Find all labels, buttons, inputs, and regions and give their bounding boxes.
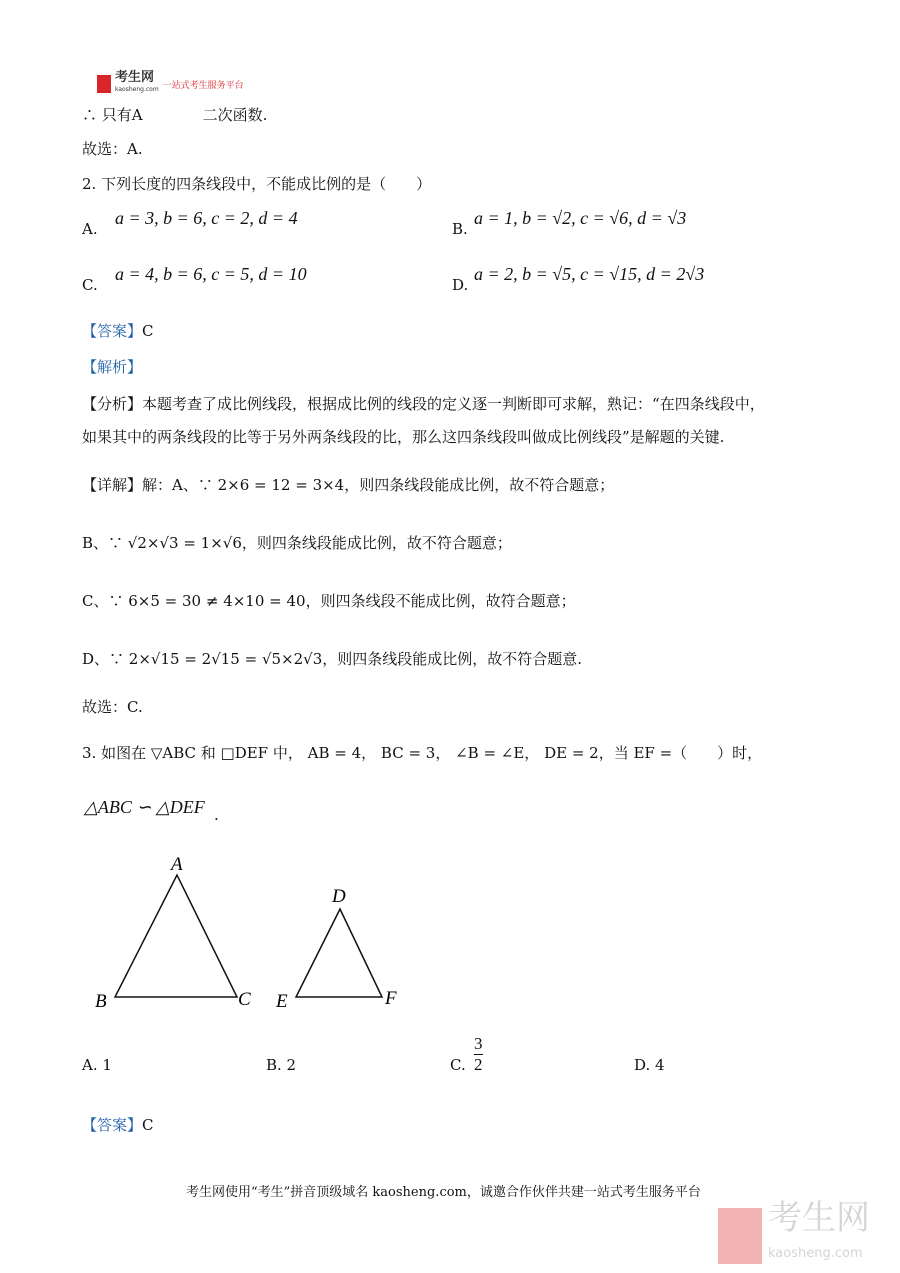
option-label: B. xyxy=(452,220,468,238)
text-line: 故选：C. xyxy=(82,698,143,716)
choice-d: D. 4 xyxy=(634,1056,665,1074)
similar-statement: △ABC ∽ △DEF xyxy=(84,797,205,817)
label-a: A xyxy=(171,854,183,875)
option-c: a = 4, b = 6, c = 5, d = 10 xyxy=(115,264,307,284)
logo-domain: kaosheng.com xyxy=(115,86,159,93)
fenxi-text: 本题考查了成比例线段，根据成比例的线段的定义逐一判断即可求解，熟记：“在四条线段中， xyxy=(142,395,765,413)
watermark-domain: kaosheng.com xyxy=(768,1246,863,1261)
option-label: D. xyxy=(452,276,469,294)
text-line: 故选：A. xyxy=(82,140,143,158)
detail-line xyxy=(82,474,614,495)
answer xyxy=(82,320,154,341)
text-line: ∴ 只有A 二次函数. xyxy=(82,106,268,124)
answer-value: C xyxy=(142,322,154,340)
question-3: 3. 如图在 ▽ABC 和 □DEF 中， AB = 4， BC = 3， ∠B = ∠E， DE = 2，当 EF =（ ）时， xyxy=(82,744,763,762)
detail-a: 解：A、∵ 2×6 = 12 = 3×4，则四条线段能成比例，故不符合题意； xyxy=(142,476,615,494)
denominator: 2 xyxy=(474,1055,483,1074)
logo-slogan: 一站式考生服务平台 xyxy=(162,80,244,91)
choice-b: B. 2 xyxy=(266,1056,297,1074)
text-line: . xyxy=(214,806,219,824)
detail-c: C、∵ 6×5 = 30 ≠ 4×10 = 40，则四条线段不能成比例，故符合题意； xyxy=(82,592,576,610)
triangle-def xyxy=(296,909,382,997)
detail-tag: 【详解】 xyxy=(82,476,143,494)
analysis-tag: 【解析】 xyxy=(82,358,143,376)
answer xyxy=(82,1114,154,1135)
label-e: E xyxy=(276,991,288,1012)
watermark xyxy=(718,1200,870,1272)
footer-text: 考生网使用“考生”拼音顶级域名 kaosheng.com，诚邀合作伙伴共建一站式考生服务平台 xyxy=(186,1185,701,1200)
choice-c-label: C. xyxy=(450,1056,466,1074)
answer-value: C xyxy=(142,1116,154,1134)
option-a: a = 3, b = 6, c = 2, d = 4 xyxy=(115,208,298,228)
question-2: 2. 下列长度的四条线段中，不能成比例的是（ ） xyxy=(82,175,432,193)
choice-c-fraction xyxy=(474,1034,483,1075)
detail-b: B、∵ √2×√3 = 1×√6，则四条线段能成比例，故不符合题意； xyxy=(82,534,512,552)
triangle-figure xyxy=(80,845,420,1015)
choice-a: A. 1 xyxy=(82,1056,112,1074)
option-label: C. xyxy=(82,276,98,294)
analysis-line: 如果其中的两条线段的比等于另外两条线段的比，那么这四条线段叫做成比例线段”是解题的关键. xyxy=(82,428,725,446)
label-c: C xyxy=(238,989,251,1010)
answer-tag: 【答案】 xyxy=(82,322,143,340)
site-logo xyxy=(97,72,244,96)
logo-name: 考生网 xyxy=(115,70,155,85)
option-b: a = 1, b = √2, c = √6, d = √3 xyxy=(474,208,687,228)
numerator: 3 xyxy=(474,1034,483,1053)
option-d: a = 2, b = √5, c = √15, d = 2√3 xyxy=(474,264,705,284)
label-f: F xyxy=(385,988,397,1009)
fenxi-tag: 【分析】 xyxy=(82,395,143,413)
answer-tag: 【答案】 xyxy=(82,1116,143,1134)
watermark-logo-icon xyxy=(718,1208,762,1264)
detail-d: D、∵ 2×√15 = 2√15 = √5×2√3，则四条线段能成比例，故不符合题意. xyxy=(82,650,583,668)
analysis-line xyxy=(82,393,765,414)
label-d: D xyxy=(332,886,346,907)
option-label: A. xyxy=(82,220,98,238)
watermark-name: 考生网 xyxy=(768,1198,870,1238)
triangle-abc xyxy=(115,875,237,997)
label-b: B xyxy=(95,991,107,1012)
logo-mark-icon xyxy=(97,75,111,93)
